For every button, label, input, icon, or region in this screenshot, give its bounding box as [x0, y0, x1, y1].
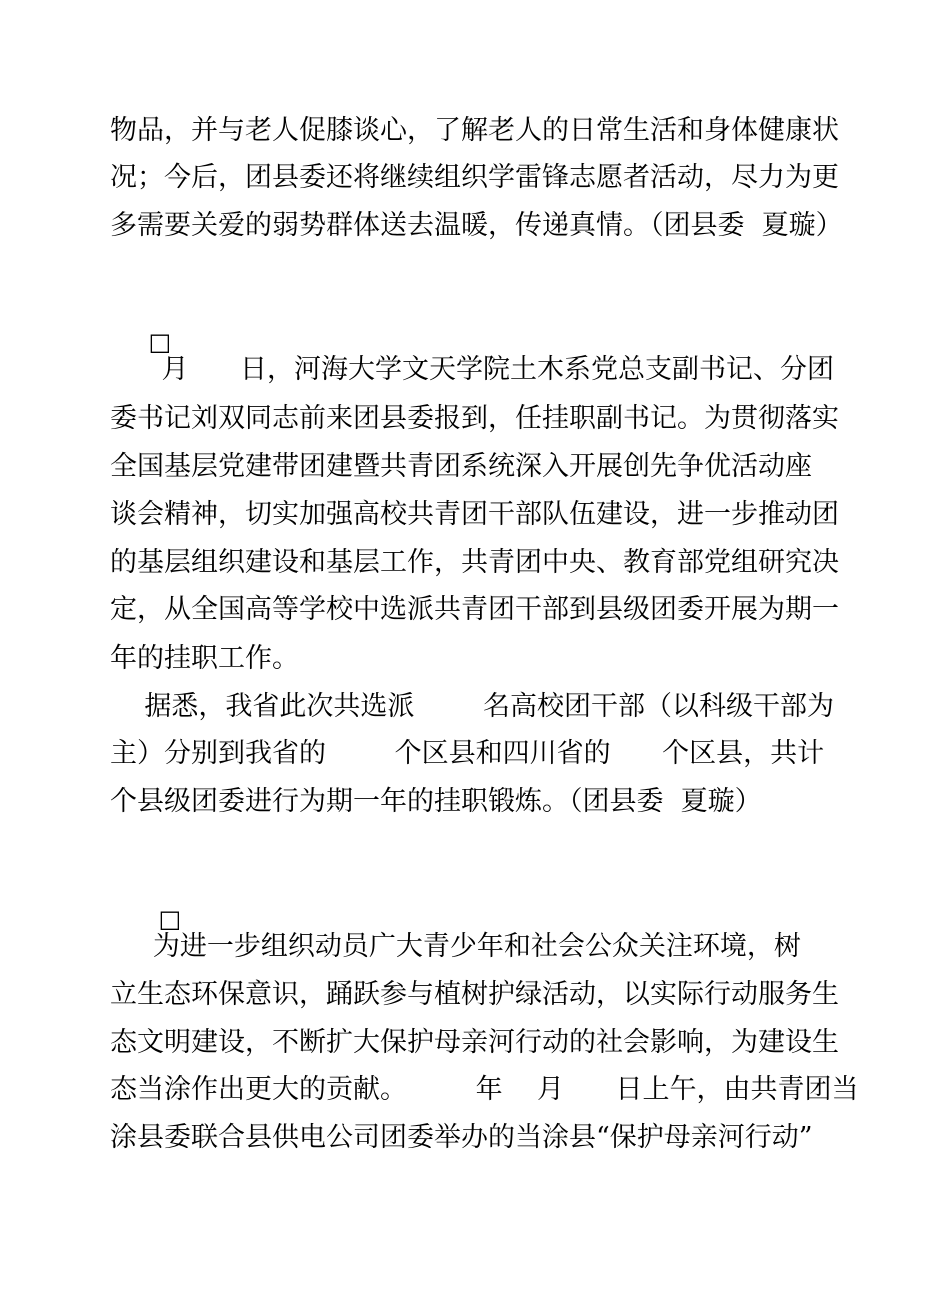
paragraph-2-line-2: 委书记刘双同志前来团县委报到，任挂职副书记。为贯彻落实: [110, 403, 839, 434]
paragraph-2-line-3: 全国基层党建带团建暨共青团系统深入开展创先争优活动座: [110, 451, 812, 482]
paragraph-2-line-4: 谈会精神，切实加强高校共青团干部队伍建设，进一步推动团: [110, 499, 839, 530]
paragraph-3-line-1: 据悉，我省此次共选派 名高校团干部（以科级干部为: [110, 691, 834, 722]
paragraph-4-line-1: 为进一步组织动员广大青少年和社会公众关注环境，树: [110, 931, 801, 962]
paragraph-2-line-6: 定，从全国高等学校中选派共青团干部到县级团委开展为期一: [110, 594, 839, 625]
heading-1-text: [183, 328, 279, 356]
heading-bullet-icon: □: [148, 328, 183, 356]
paragraph-3-line-2: 主）分别到我省的 个区县和四川省的 个区县，共计: [110, 738, 825, 769]
paragraph-4-line-3: 态文明建设，不断扩大保护母亲河行动的社会影响，为建设生: [110, 1027, 839, 1058]
paragraph-4-line-5: 涂县委联合县供电公司团委举办的当涂县“保护母亲河行动”: [110, 1122, 813, 1153]
paragraph-1-line-3: 多需要关爱的弱势群体送去温暖，传递真情。（团县委 夏璇）: [110, 210, 843, 241]
paragraph-2-line-1: 月 日，河海大学文天学院土木系党总支副书记、分团: [110, 354, 834, 385]
paragraph-1-line-2: 况；今后，团县委还将继续组织学雷锋志愿者活动，尽力为更: [110, 162, 839, 193]
paragraph-1-line-1: 物品，并与老人促膝谈心，了解老人的日常生活和身体健康状: [110, 115, 839, 146]
paragraph-3-line-3: 个县级团委进行为期一年的挂职锻炼。（团县委 夏璇）: [110, 786, 762, 817]
heading-2-text: [193, 905, 386, 933]
paragraph-2-line-5: 的基层组织建设和基层工作，共青团中央、教育部党组研究决: [110, 547, 839, 578]
paragraph-2-line-7: 年的挂职工作。: [110, 643, 299, 674]
paragraph-4-line-4: 态当涂作出更大的贡献。 年 月 日上午，由共青团当: [110, 1074, 859, 1105]
heading-bullet-icon: □: [158, 905, 193, 933]
paragraph-4-line-2: 立生态环保意识，踊跃参与植树护绿活动，以实际行动服务生: [110, 979, 839, 1010]
